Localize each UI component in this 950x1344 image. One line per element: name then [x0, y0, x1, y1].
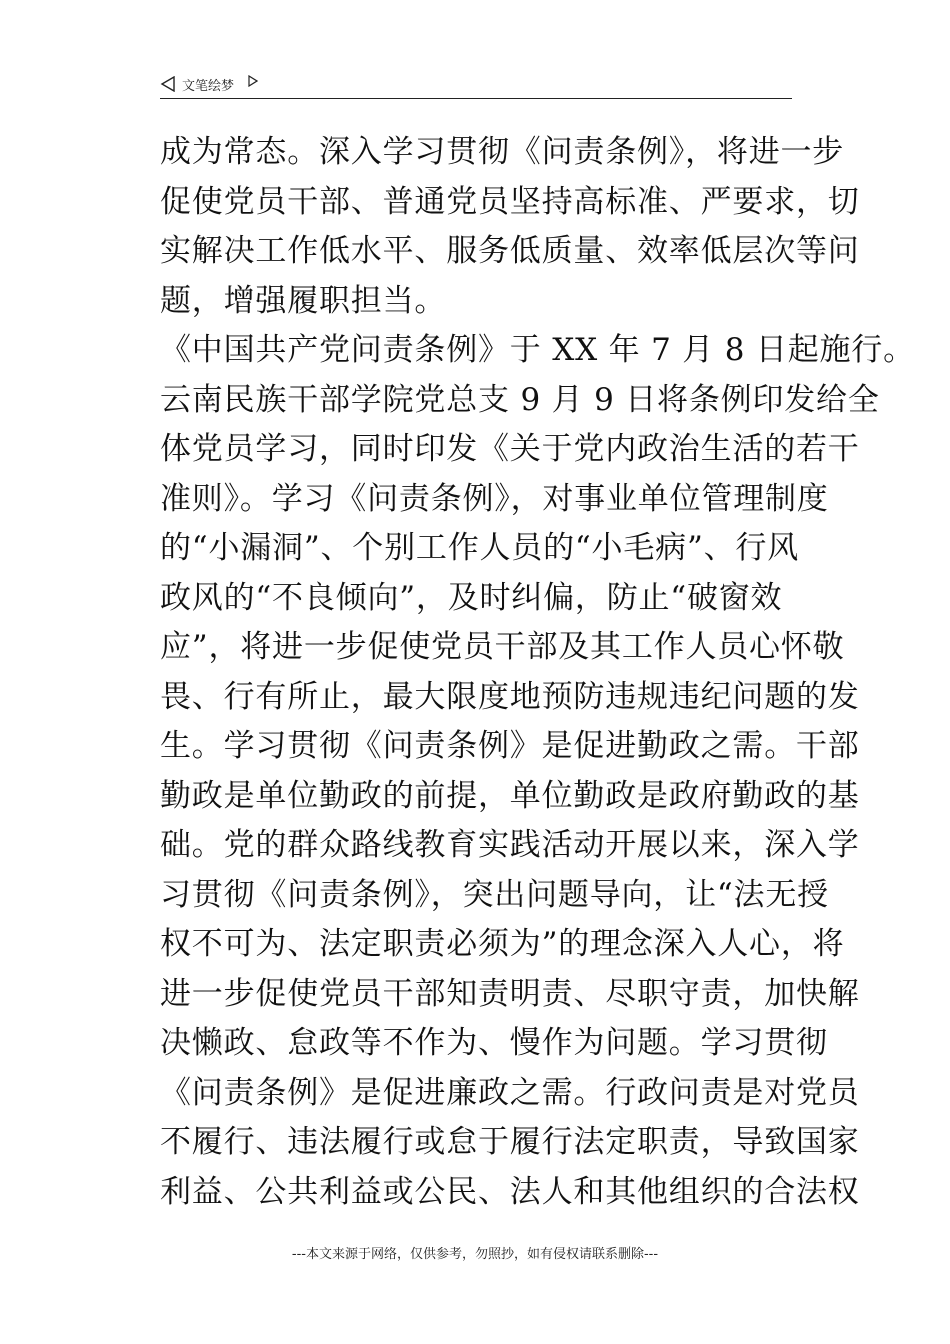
- text-line: 云南民族干部学院党总支 9 月 9 日将条例印发给全: [160, 381, 880, 418]
- text-line: 的“小漏洞”、个别工作人员的“小毛病”、行风: [160, 530, 799, 566]
- text-line: 促使党员干部、普通党员坚持高标准、严要求，切: [160, 183, 860, 220]
- triangle-left-icon: [160, 76, 176, 92]
- document-body: [160, 128, 915, 1217]
- text-line: 畏、行有所止，最大限度地预防违规违纪问题的发: [160, 678, 860, 715]
- text-line: 进一步促使党员干部知责明责、尽职守责，加快解: [160, 975, 860, 1012]
- page-header: [160, 72, 792, 99]
- text-line: 权不可为、法定职责必须为”的理念深入人心，将: [160, 926, 845, 962]
- footer-disclaimer: ---本文来源于网络，仅供参考，勿照抄，如有侵权请联系删除---: [291, 1247, 659, 1262]
- text-line: 题，增强履职担当。: [160, 282, 447, 319]
- text-line: 准则》。学习《问责条例》，对事业单位管理制度: [160, 480, 829, 517]
- triangle-right-icon: [248, 75, 258, 87]
- text-line: 利益、公共利益或公民、法人和其他组织的合法权: [160, 1173, 860, 1210]
- text-line: 生。学习贯彻《问责条例》是促进勤政之需。干部: [160, 728, 860, 764]
- text-line: 决懒政、怠政等不作为、慢作为问题。学习贯彻: [160, 1025, 828, 1061]
- header-title: 文笔绘梦: [182, 79, 235, 94]
- text-line: 应”，将进一步促使党员干部及其工作人员心怀敬: [160, 629, 845, 665]
- text-line: 体党员学习，同时印发《关于党内政治生活的若干: [160, 431, 860, 467]
- text-line: 《问责条例》是促进廉政之需。行政问责是对党员: [160, 1074, 860, 1111]
- text-line: 不履行、违法履行或怠于履行法定职责，导致国家: [160, 1124, 860, 1160]
- text-line: 础。党的群众路线教育实践活动开展以来，深入学: [160, 827, 860, 863]
- text-line: 习贯彻《问责条例》，突出问题导向，让“法无授: [160, 876, 829, 913]
- text-line: 《中国共产党问责条例》于 XX 年 7 月 8 日起施行。: [160, 332, 915, 368]
- text-line: 政风的“不良倾向”，及时纠偏，防止“破窗效: [160, 579, 783, 616]
- text-line: 勤政是单位勤政的前提，单位勤政是政府勤政的基: [160, 777, 860, 814]
- text-line: 实解决工作低水平、服务低质量、效率低层次等问: [160, 233, 860, 269]
- text-line: 成为常态。深入学习贯彻《问责条例》，将进一步: [160, 134, 845, 170]
